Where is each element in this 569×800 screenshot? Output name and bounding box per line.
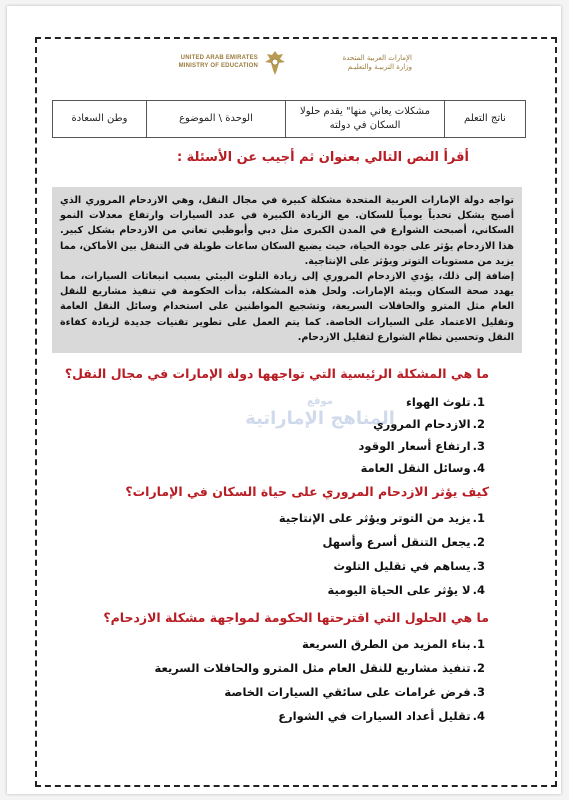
- reading-passage: [52, 187, 522, 353]
- unit-topic-label: الوحدة \ الموضوع: [147, 101, 286, 138]
- option-item[interactable]: 4.وسائل النقل العامة: [360, 461, 485, 475]
- question-2-options: [279, 508, 485, 604]
- falcon-emblem-icon: [263, 50, 287, 76]
- question-3: ما هي الحلول التي اقترحتها الحكومة لمواجهة مشكلة الازدحام؟: [103, 610, 489, 625]
- site-watermark: موقع المناهج الإماراتية: [245, 396, 395, 429]
- option-item[interactable]: 2.يجعل التنقل أسرع وأسهل: [322, 535, 485, 549]
- question-2: كيف يؤثر الازدحام المروري على حياة السكان في الإمارات؟: [125, 484, 489, 499]
- option-item[interactable]: 4.لا يؤثر على الحياة اليومية: [327, 583, 485, 597]
- option-item[interactable]: 1.بناء المزيد من الطرق السريعة: [302, 637, 485, 651]
- question-1-options: [358, 392, 485, 480]
- option-item[interactable]: 4.تقليل أعداد السيارات في الشوارع: [278, 709, 485, 723]
- ministry-name-arabic: الإمارات العربية المتحدة وزارة التربيـة والتعليـم: [342, 54, 412, 71]
- lesson-info-table: [52, 100, 526, 138]
- option-item[interactable]: 2.تنفيذ مشاريع للنقل العام مثل المترو والحافلات السريعة: [154, 661, 485, 675]
- option-item[interactable]: 1.يزيد من التوتر ويؤثر على الإنتاجية: [278, 511, 485, 525]
- reading-instruction: أقرأ النص التالي بعنوان ثم أجيب عن الأسئلة :: [176, 150, 469, 165]
- option-item[interactable]: 3.ارتفاع أسعار الوقود: [358, 439, 485, 453]
- option-item[interactable]: 3.يساهم في تقليل التلوث: [333, 559, 485, 573]
- option-item[interactable]: 1.تلوث الهواء: [405, 395, 485, 409]
- question-1: ما هي المشكلة الرئيسية التي تواجهها دولة الإمارات في مجال النقل؟: [64, 366, 489, 381]
- question-3-options: [154, 634, 485, 730]
- ministry-name-english: UNITED ARAB EMIRATES MINISTRY OF EDUCATION: [178, 55, 258, 69]
- ministry-header: [150, 50, 450, 90]
- passage-paragraph: تواجه دولة الإمارات العربية المتحدة مشكلة كبيرة في مجال النقل، وهي الازدحام المروري الذي أصبح يشكل تحدياً يومياً للسكان. مع الزيادة الكبيرة في عدد السيارات وارتفاع معدلات النمو السكاني، أصبحت الشوارع في المدن الكبرى مثل دبي وأبوظبي تعاني من الازدحام بشكل كبير. هذا الازدحام يؤثر على جودة الحياة، حيث يضيع السكان ساعات طويلة في التنقل بين الأماكن، مما يزيد من مستويات التوتر ويؤثر على الإنتاجية.: [60, 195, 514, 267]
- learning-outcome-text: مشكلات يعاني منها" يقدم حلولا السكان في دولته: [286, 101, 445, 138]
- learning-outcome-label: ناتج التعلم: [445, 101, 526, 138]
- option-item[interactable]: 3.فرض غرامات على سائقي السيارات الخاصة: [224, 685, 485, 699]
- option-item[interactable]: 2.الازدحام المروري: [373, 417, 485, 431]
- unit-name: وطن السعادة: [53, 101, 147, 138]
- passage-paragraph: إضافة إلى ذلك، يؤدي الازدحام المروري إلى زيادة التلوث البيئي بسبب انبعاثات السيارات، مما يهدد صحة السكان وبيئة الإمارات. ولحل هذه المشكلة، بدأت الحكومة في تنفيذ مشاريع للنقل العام مثل المترو والحافلات السريعة، وتشجيع المواطنين على استخدام وسائل النقل العامة وتقليل الاعتماد على السيارات الخاصة. كما يتم العمل على تطوير تقنيات جديدة لزيادة كفاءة النقل وتحسين نظام الشوارع لتقليل الازدحام.: [60, 271, 514, 343]
